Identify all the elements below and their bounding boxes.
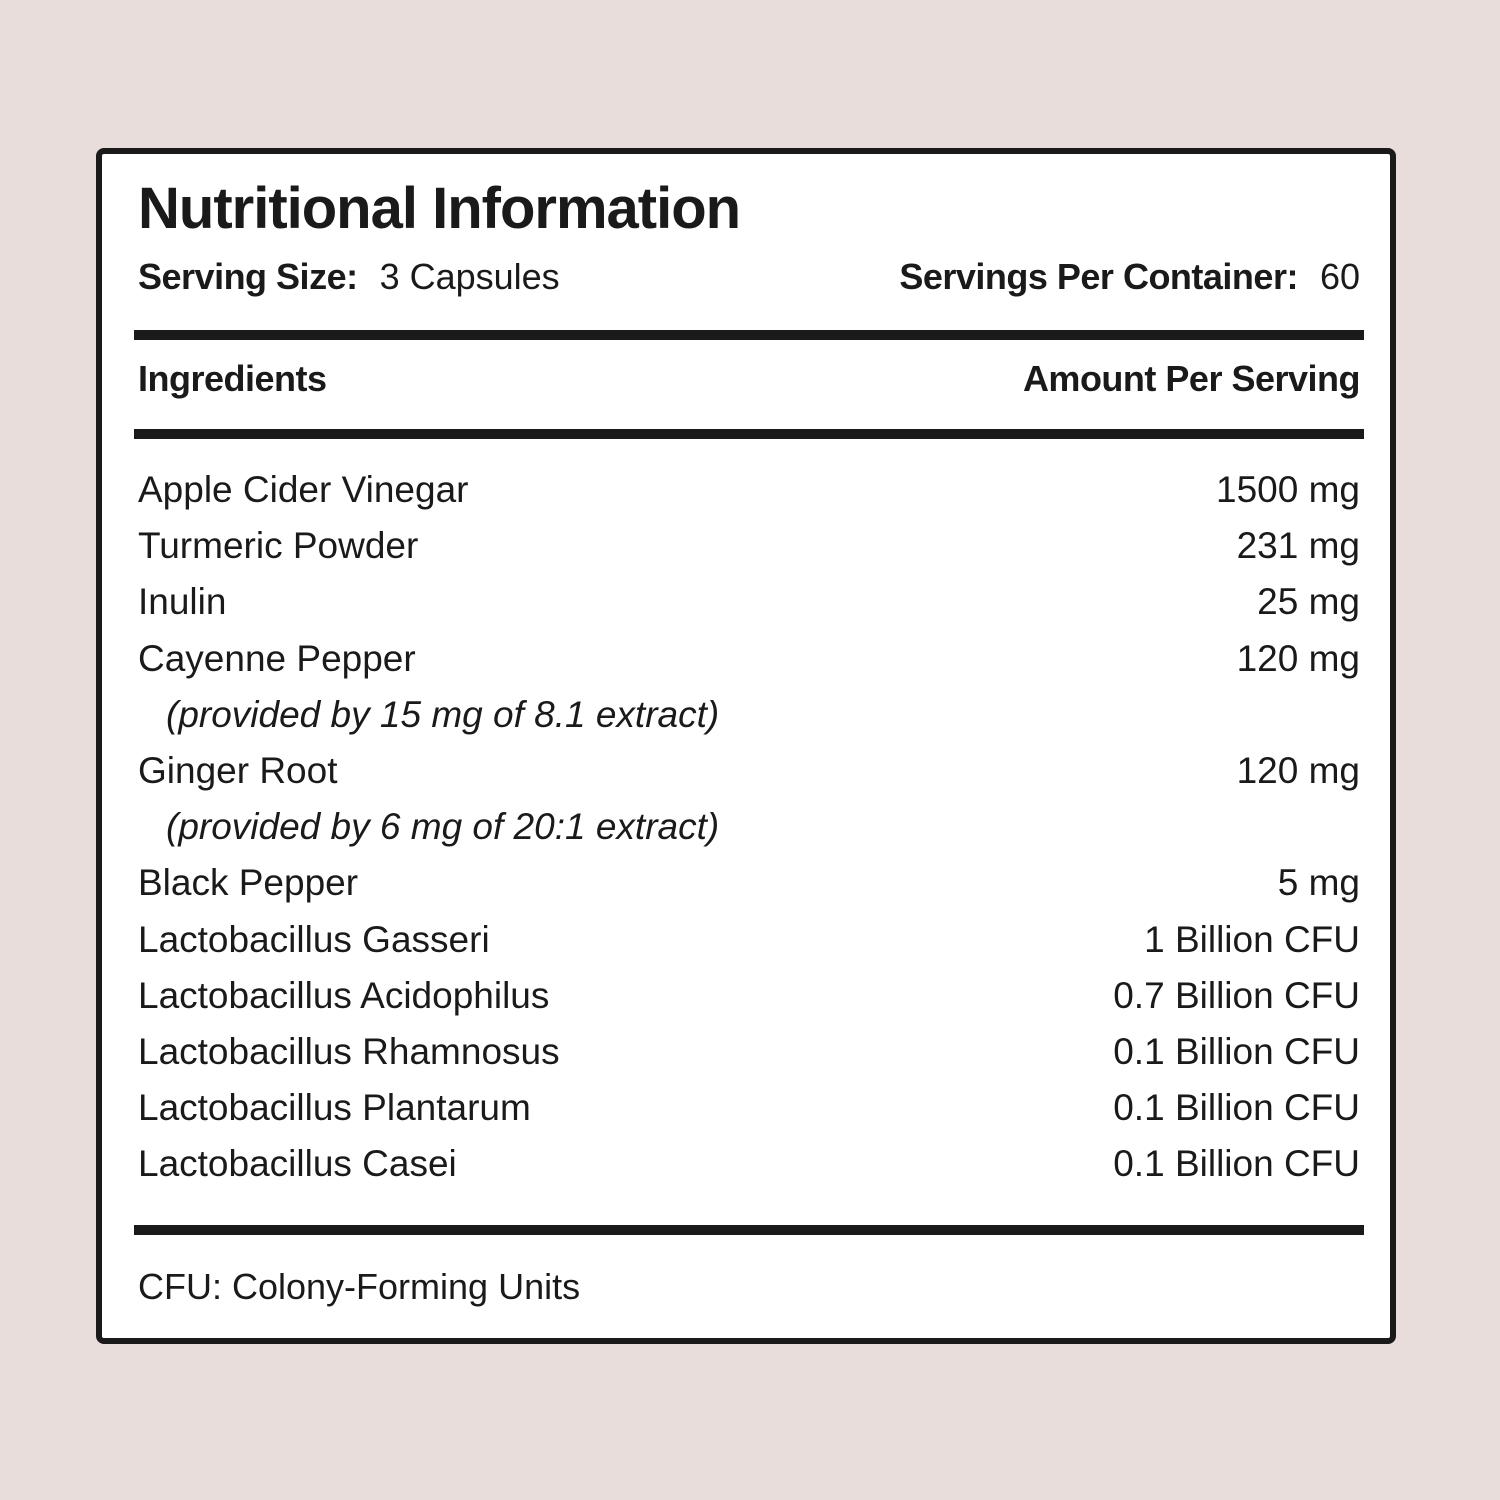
ingredient-amount: 120 mg xyxy=(1236,749,1360,791)
servings-per-container-value: 60 xyxy=(1319,256,1360,297)
ingredient-name: Apple Cider Vinegar xyxy=(138,469,469,510)
ingredient-row xyxy=(138,743,1360,799)
ingredient-row xyxy=(138,1136,1360,1192)
ingredients-header: Ingredients xyxy=(138,358,327,399)
ingredient-note-row xyxy=(138,799,1360,855)
ingredient-name: Turmeric Powder xyxy=(138,525,419,567)
divider xyxy=(134,330,1364,340)
ingredient-name: Ginger Root xyxy=(138,749,338,791)
ingredient-name: Lactobacillus Casei xyxy=(138,1143,457,1185)
ingredient-amount: 0.1 Billion CFU xyxy=(1113,1087,1360,1129)
nutrition-label xyxy=(96,148,1396,1344)
ingredient-name: Lactobacillus Acidophilus xyxy=(138,974,550,1016)
ingredient-row xyxy=(138,518,1360,574)
ingredient-name: Lactobacillus Plantarum xyxy=(138,1087,531,1129)
column-headers xyxy=(138,356,1360,402)
serving-size-label: Serving Size: xyxy=(138,256,358,297)
ingredient-amount: 5 mg xyxy=(1277,862,1360,904)
footnote: CFU: Colony-Forming Units xyxy=(138,1266,581,1307)
serving-size-value: 3 Capsules xyxy=(379,256,560,297)
ingredient-name: Lactobacillus Rhamnosus xyxy=(138,1030,560,1072)
serving-size xyxy=(138,254,560,300)
ingredient-row xyxy=(138,574,1360,630)
ingredient-name: Lactobacillus Gasseri xyxy=(138,918,490,960)
ingredient-row xyxy=(138,855,1360,911)
ingredient-note: (provided by 15 mg of 8.1 extract) xyxy=(166,693,720,735)
ingredient-list xyxy=(138,462,1360,1192)
ingredient-name: Black Pepper xyxy=(138,862,359,904)
ingredient-row xyxy=(138,968,1360,1024)
ingredient-amount: 120 mg xyxy=(1236,637,1360,679)
ingredient-row xyxy=(138,912,1360,968)
ingredient-name: Inulin xyxy=(138,581,227,623)
servings-per-container xyxy=(899,254,1360,300)
amount-header: Amount Per Serving xyxy=(1022,358,1360,399)
ingredient-amount: 0.1 Billion CFU xyxy=(1113,1030,1360,1072)
ingredient-row xyxy=(138,1080,1360,1136)
serving-info xyxy=(138,254,1360,300)
divider xyxy=(134,429,1364,439)
divider xyxy=(134,1225,1364,1235)
ingredient-note-row xyxy=(138,687,1360,743)
ingredient-amount: 0.1 Billion CFU xyxy=(1113,1143,1360,1185)
ingredient-amount: 0.7 Billion CFU xyxy=(1113,974,1360,1016)
servings-per-container-label: Servings Per Container: xyxy=(899,256,1298,297)
ingredient-amount: 1 Billion CFU xyxy=(1144,918,1360,960)
ingredient-amount: 231 mg xyxy=(1236,525,1360,567)
ingredient-amount: 1500 mg xyxy=(1216,469,1360,510)
ingredient-amount: 25 mg xyxy=(1257,581,1360,623)
ingredient-row xyxy=(138,631,1360,687)
ingredient-name: Cayenne Pepper xyxy=(138,637,416,679)
ingredient-note: (provided by 6 mg of 20:1 extract) xyxy=(166,806,720,848)
ingredient-row xyxy=(138,1024,1360,1080)
label-title: Nutritional Information xyxy=(138,176,741,241)
ingredient-row xyxy=(138,462,1360,518)
